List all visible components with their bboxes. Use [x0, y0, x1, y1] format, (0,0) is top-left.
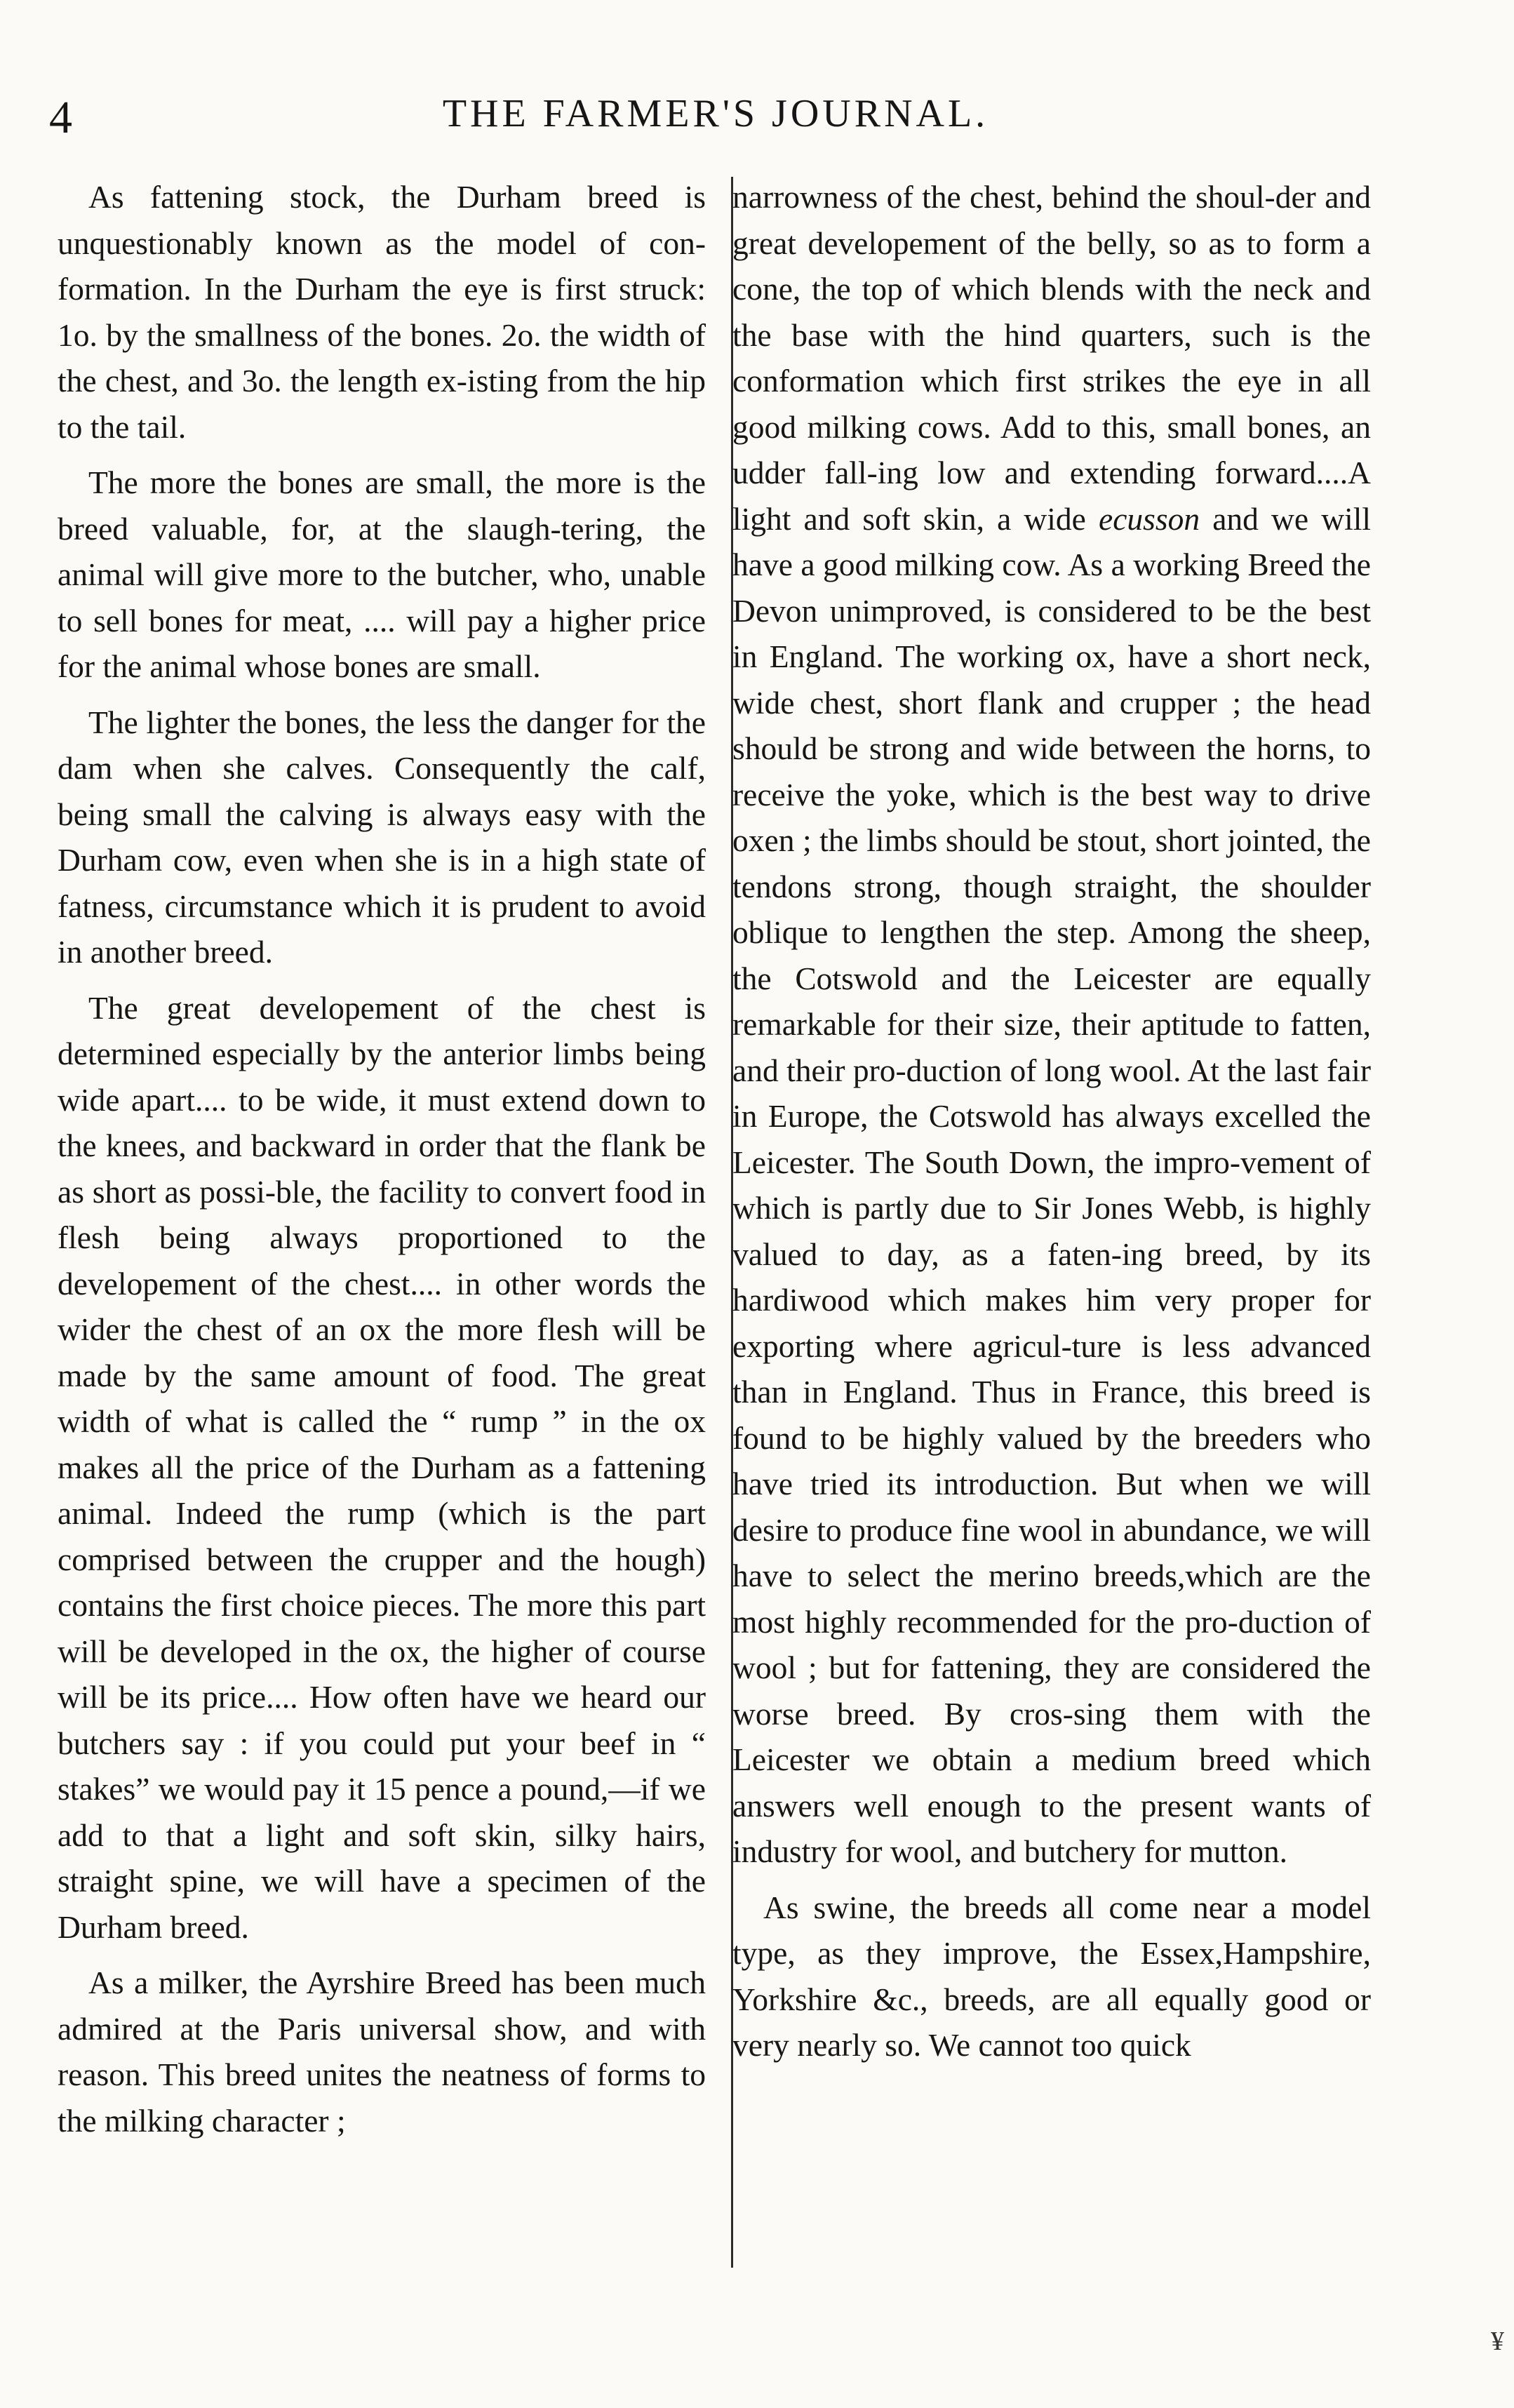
paragraph-chest-development: The great developement of the chest is determined especially by the anterior limbs being wide apart.... to be wide, it must extend down to the knees, and backward in order that the flank be as short as possi-ble, the facility to convert food in flesh being always proportioned to the developement of the chest.... in other words the wider the chest of an ox the more flesh will be made by the same amount of food. The great width of what is called the “ rump ” in the ox makes all the price of the Durham as a fattening animal. Indeed the rump (which is the part comprised between the crupper and the hough) contains the first choice pieces. The more this part will be developed in the ox, the higher of course will be its price.... How often have we heard our butchers say : if you could put your beef in “ stakes” we would pay it 15 pence a pound,—if we add to that a light and soft skin, silky hairs, straight spine, we will have a specimen of the Durham breed. — [58, 989, 706, 1945]
page-number: 4 — [49, 92, 72, 143]
paragraph-durham-model: As fattening stock, the Durham breed is unquestionably known as the model of con-formation. In the Durham the eye is first struck: 1o. by the smallness of the bones. 2o. the width of the chest, and 3o. the length ex-isting from the hip to the tail. — [58, 179, 706, 445]
left-column — [58, 174, 706, 2153]
paragraph-small-bones: The more the bones are small, the more is the breed valuable, for, at the slaugh-tering, the animal will give more to the butcher, who, unable to sell bones for meat, .... will pay a higher price for the animal whose bones are small. — [58, 464, 706, 684]
italic-term: ecusson — [1099, 500, 1200, 537]
running-title: THE FARMER'S JOURNAL. — [442, 92, 989, 135]
edge-mark: ¥ — [1491, 2327, 1504, 2356]
paragraph-calving: The lighter the bones, the less the danger for the dam when she calves. Consequently the calf, being small the calving is always easy with the Durham cow, even when she is in a high state of fatness, circumstance which it is prudent to avoid in another breed. — [58, 704, 706, 970]
text-run: and we will have a good milking cow. As a working Breed the Devon unimproved, is considered to be the best in England. The working ox, have a short neck, wide chest, short flank and crupper ; the head should be strong and wide between the horns, to receive the yoke, which is the best way to drive oxen ; the limbs should be stout, short jointed, the tendons strong, though straight, the shoulder oblique to lengthen the step. Among the sheep, the Cotswold and the Leicester are equally remarkable for their size, their aptitude to fatten, and their pro-duction of long wool. At the last fair in Europe, the Cotswold has always excelled the Leicester. The South Down, the impro-vement of which is partly due to Sir Jones Webb, is highly valued to day, as a faten-ing breed, by its hardiwood which makes him very proper for exporting where agricul-ture is less advanced than in England. Thus in France, this breed is found to be highly valued by the breeders who have tried its introduction. But when we will desire to produce fine wool in abundance, we will have to select the merino breeds,which are the most highly recommended for the pro-duction of wool ; but for fattening, they are considered the worse breed. By cros-sing them with the Leicester we obtain a medium breed which answers well enough to the present wants of industry for wool, and butchery for mutton. — [732, 500, 1371, 1869]
paragraph-milking-and-sheep — [732, 174, 1371, 1875]
right-column — [732, 174, 1371, 2078]
text-run: narrowness of the chest, behind the shoul-der and great developement of the belly, so as to form a cone, the top of which blends with the neck and the base with the hind quarters, such is the conformation which first strikes the eye in all good milking cows. Add to this, small bones, an udder fall-ing low and extending forward....A light and soft skin, a wide — [732, 179, 1371, 537]
page-header — [42, 91, 1389, 161]
paragraph-ayrshire-milker: As a milker, the Ayrshire Breed has been much admired at the Paris universal show, and with reason. This breed unites the neatness of forms to the milking character ; — [58, 1965, 706, 2139]
paragraph-swine: As swine, the breeds all come near a model type, as they improve, the Essex,Hampshire, Yorkshire &c., breeds, are all equally good or very nearly so. We cannot too quick — [732, 1889, 1371, 2063]
